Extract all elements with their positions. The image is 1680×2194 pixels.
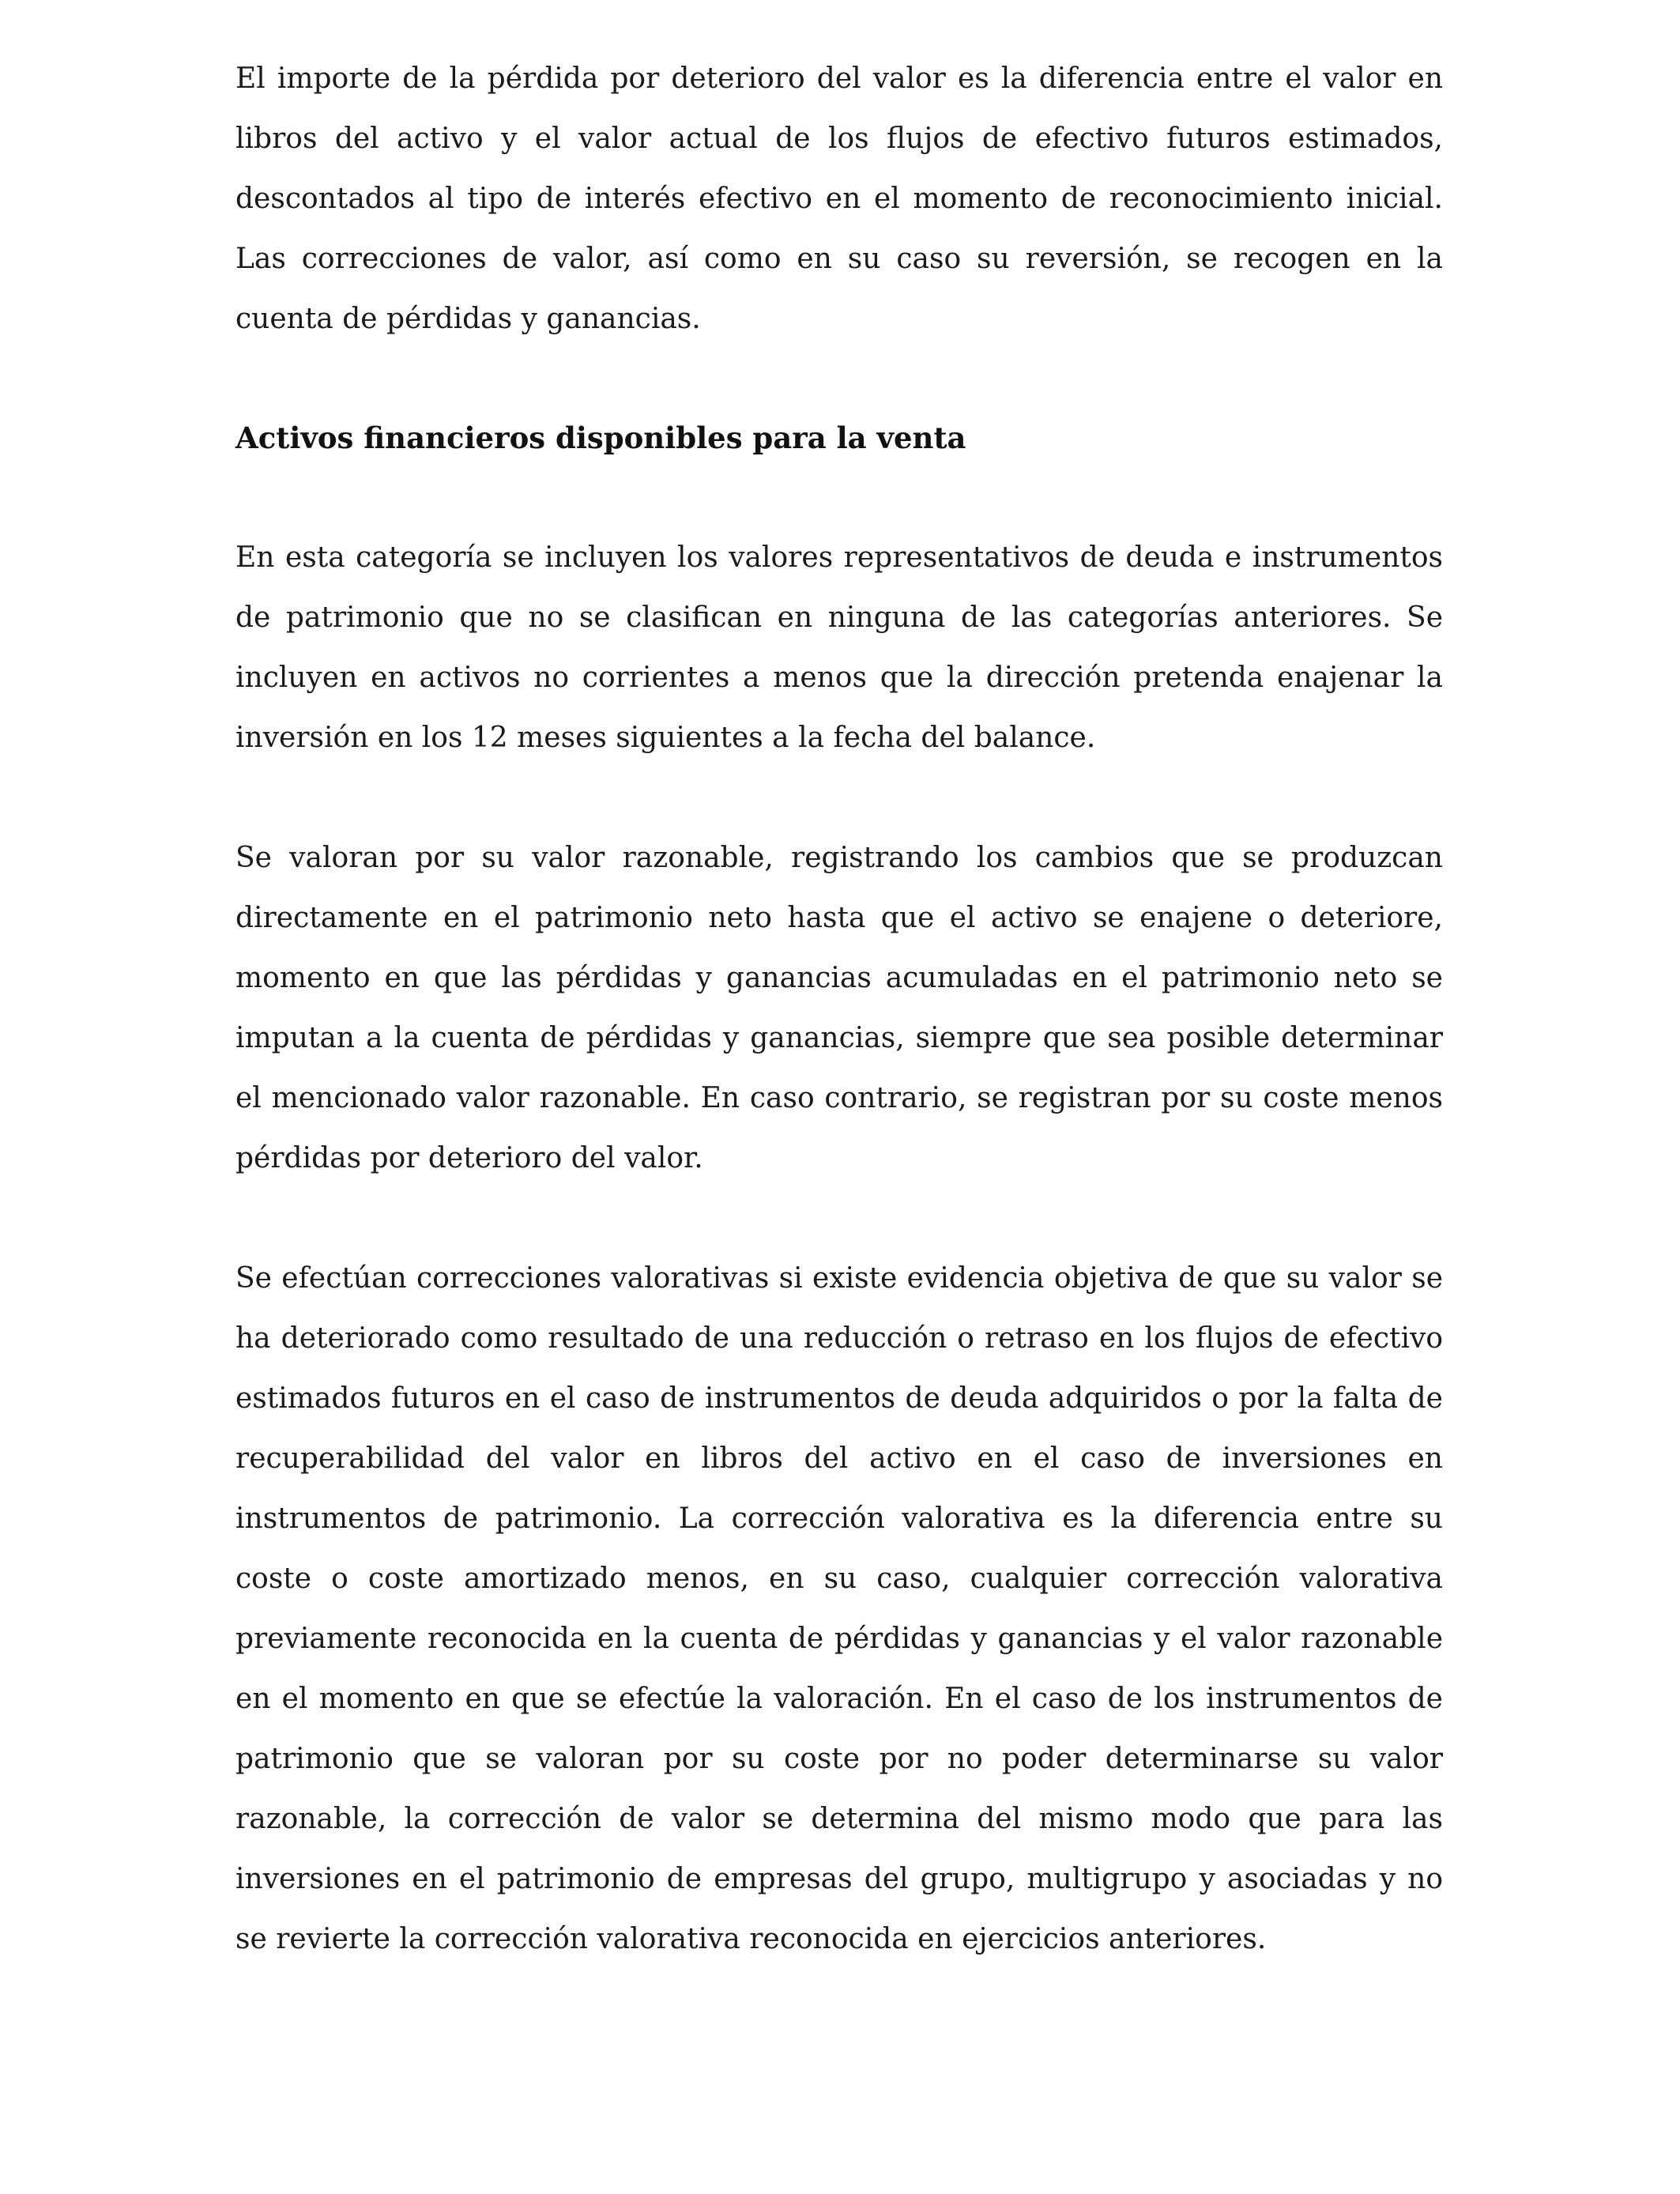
paragraph-category-definition: En esta categoría se incluyen los valores representativos de deuda e instrumentos de patrimonio que no se clasifican en ninguna de las categorías anteriores. Se incluyen en activos no corrientes a menos que la dirección pretenda enajenar la inversión en los 12 meses siguientes a la fecha del balance. xyxy=(235,541,1443,754)
section-heading-available-for-sale: Activos financieros disponibles para la venta xyxy=(235,420,966,455)
paragraph-valuation-corrections: Se efectúan correcciones valorativas si existe evidencia objetiva de que su valor se ha deteriorado como resultado de una reducción o retraso en los flujos de efectivo estimados futuros en el caso de instrumentos de deuda adquiridos o por la falta de recuperabilidad del valor en libros del activo en el caso de inversiones en instrumentos de patrimonio. La corrección valorativa es la diferencia entre su coste o coste amortizado menos, en su caso, cualquier corrección valorativa previamente reconocida en la cuenta de pérdidas y ganancias y el valor razonable en el momento en que se efectúe la valoración. En el caso de los instrumentos de patrimonio que se valoran por su coste por no poder determinarse su valor razonable, la corrección de valor se determina del mismo modo que para las inversiones en el patrimonio de empresas del grupo, multigrupo y asociadas y no se revierte la corrección valorativa reconocida en ejercicios anteriores. xyxy=(235,1262,1443,1955)
paragraph-impairment-loss: El importe de la pérdida por deterioro del valor es la diferencia entre el valor en libros del activo y el valor actual de los flujos de efectivo futuros estimados, descontados al tipo de interés efectivo en el momento de reconocimiento inicial. Las correcciones de valor, así como en su caso su reversión, se recogen en la cuenta de pérdidas y ganancias. xyxy=(235,62,1443,335)
paragraph-fair-value-measurement: Se valoran por su valor razonable, registrando los cambios que se produzcan directamente en el patrimonio neto hasta que el activo se enajene o deteriore, momento en que las pérdidas y ganancias acumuladas en el patrimonio neto se imputan a la cuenta de pérdidas y ganancias, siempre que sea posible determinar el mencionado valor razonable. En caso contrario, se registran por su coste menos pérdidas por deterioro del valor. xyxy=(235,842,1443,1174)
